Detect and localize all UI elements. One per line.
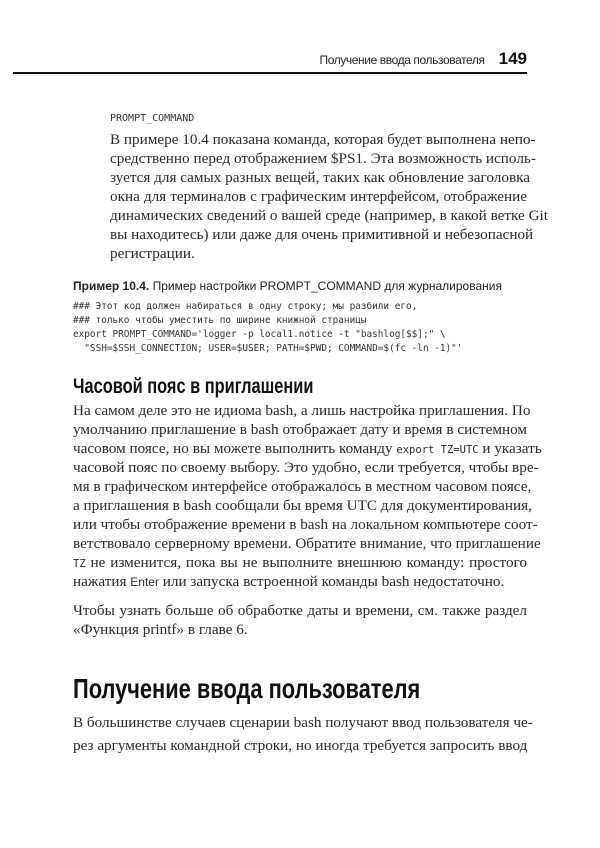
text-line (110, 225, 534, 244)
text-line (73, 420, 527, 439)
text-run: окна для терминалов с графическим интерфейсом, отображение (110, 188, 527, 205)
example-caption (73, 279, 502, 294)
text-line (110, 130, 536, 149)
text-line (73, 401, 531, 420)
text-run: и указать (478, 440, 542, 457)
paragraph-timezone (73, 401, 542, 591)
text-run: или чтобы отображение времени в bash на локальном компьютере соот- (73, 516, 538, 533)
text-line (73, 553, 527, 572)
term-prompt-command: PROMPT_COMMAND (110, 113, 195, 124)
text-run: зуется для самых разных вещей, таких как обновление заголовка (110, 169, 531, 186)
text-line (73, 458, 539, 477)
text-run: умолчанию приглашение в bash отображает дату и время в системном (73, 421, 527, 438)
code-line: ### только чтобы уместить по ширине книжной страницы (73, 315, 367, 326)
text-run: В большинстве случаев сценарии bash получают ввод пользователя че- (73, 714, 533, 731)
text-line (73, 496, 532, 515)
text-line (73, 601, 527, 620)
text-run: вы находитесь) или даже для очень примитивной и небезопасной (110, 226, 534, 243)
section-heading-user-input: Получение ввода пользователя (73, 673, 421, 704)
paragraph-prompt-command (110, 130, 548, 263)
text-run: «Функция printf» в главе 6. (73, 621, 248, 638)
running-header-title: Получение ввода пользователя (319, 53, 485, 67)
text-line (110, 187, 527, 206)
key-name: Enter (130, 575, 159, 589)
code-block (73, 300, 462, 356)
text-run: Чтобы узнать больше об обработке даты и времени, см. также раздел (73, 602, 527, 619)
running-header (319, 49, 527, 71)
paragraph-date-reference (73, 601, 527, 639)
text-run: а приглашения в bash сообщали бы время UTC для документирования, (73, 497, 532, 514)
header-rule (13, 72, 527, 74)
inline-code: export TZ=UTC (396, 444, 479, 456)
text-line (73, 534, 541, 553)
example-title: Пример настройки PROMPT_COMMAND для журналирования (152, 279, 502, 293)
text-line (73, 439, 542, 458)
code-line: ### Этот код должен набираться в одну строку; мы разбили его, (73, 301, 418, 312)
text-run: часовой пояс по своему выбору. Это удобно, если требуется, чтобы вре- (73, 459, 539, 476)
text-run: рез аргументы командной строки, но иногда требуется запросить ввод (73, 737, 528, 754)
section-heading-timezone: Часовой пояс в приглашении (73, 375, 314, 398)
text-run: нажатия (73, 573, 131, 590)
text-run: средственно перед отображением $PS1. Эта возможность исполь- (110, 150, 536, 167)
text-line (110, 244, 527, 263)
text-run: или запуска встроенной команды bash недостаточно. (158, 573, 505, 590)
text-line (73, 711, 533, 734)
example-label: Пример 10.4. (73, 279, 150, 293)
code-line: "SSH=$SSH_CONNECTION; USER=$USER; PATH=$PWD; COMMAND=$(fc -ln -1)"' (73, 343, 463, 354)
text-run: динамических сведений о вашей среде (например, в какой ветке Git (110, 207, 548, 224)
text-run: ветствовало серверному времени. Обратите внимание, что приглашение (73, 535, 541, 552)
text-run: На самом деле это не идиома bash, а лишь настройка приглашения. По (73, 402, 531, 419)
text-line (73, 477, 532, 496)
text-run: мя в графическом интерфейсе отображалось в местном часовом поясе, (73, 478, 532, 495)
paragraph-user-input (73, 711, 533, 757)
text-line (110, 206, 548, 225)
text-line (73, 515, 538, 534)
text-line (110, 168, 531, 187)
text-run: регистрации. (110, 245, 195, 262)
text-line (73, 734, 527, 757)
code-line: export PROMPT_COMMAND='logger -p local1.notice -t "bashlog[$$];" \ (73, 329, 446, 340)
page-number: 149 (498, 49, 527, 68)
inline-code: TZ (73, 558, 86, 570)
text-line (110, 149, 536, 168)
text-line (73, 572, 527, 591)
text-run: В примере 10.4 показана команда, которая будет выполнена непо- (110, 131, 536, 148)
text-line (73, 620, 527, 639)
text-run: не изменится, пока вы не выполните внешнюю команду: простого (85, 554, 527, 571)
text-run: часовом поясе, но вы можете выполнить команду (73, 440, 397, 457)
